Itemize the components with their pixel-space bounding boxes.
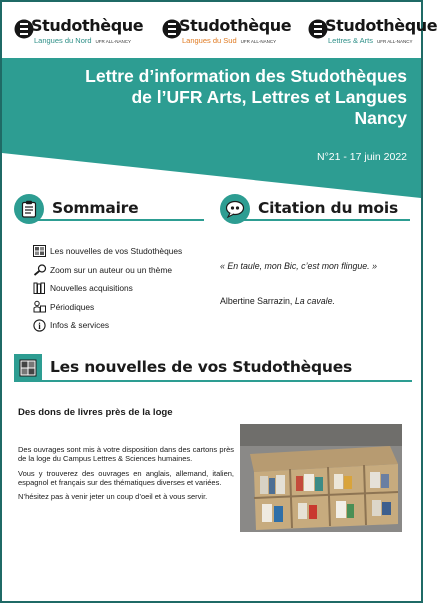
toc-item-label: Nouvelles acquisitions <box>50 283 133 294</box>
sommaire-list <box>32 242 182 335</box>
logo-place: Langues du Nord <box>34 36 92 45</box>
article-title: Des dons de livres près de la loge <box>18 407 173 418</box>
clipboard-icon <box>14 194 44 224</box>
svg-text:i: i <box>38 320 41 331</box>
title-line-3: Nancy <box>354 108 407 128</box>
sommaire-title: Sommaire <box>52 199 139 217</box>
newsletter-title <box>17 66 407 129</box>
photo-grid-icon <box>32 244 47 258</box>
books-icon <box>32 281 47 295</box>
toc-item-infos[interactable] <box>32 316 182 335</box>
work-title: La cavale. <box>294 296 335 306</box>
issue-number: N°21 - 17 juin 2022 <box>316 151 407 163</box>
author-name: Albertine Sarrazin, <box>220 296 295 306</box>
heading-underline <box>242 219 410 221</box>
toc-item-periodiques[interactable] <box>32 298 182 317</box>
logo-place: Langues du Sud <box>182 36 237 45</box>
article-paragraph: Vous y trouverez des ouvrages en anglais, allemand, italien, espagnol et français sur des thématiques diverses et variées. <box>18 468 234 487</box>
logo-wordmark: Studothèque <box>179 16 292 35</box>
photo-grid-icon <box>14 354 42 382</box>
citation-title: Citation du mois <box>258 199 399 217</box>
article-body <box>18 445 234 506</box>
periodicals-icon <box>32 300 47 314</box>
title-line-1: Lettre d’information des Studothèques <box>85 66 407 86</box>
toc-item-label: Infos & services <box>50 320 110 331</box>
logo-ufr: UFR ALL-NANCY <box>95 39 132 44</box>
toc-item-zoom[interactable] <box>32 261 182 280</box>
article-paragraph: N’hésitez pas à venir jeter un coup d’oeil et à vous servir. <box>18 492 208 502</box>
speech-bubble-icon <box>220 194 250 224</box>
news-heading <box>14 354 412 384</box>
heading-underline <box>42 380 412 382</box>
toc-item-acquisitions[interactable] <box>32 279 182 298</box>
logo-wordmark: Studothèque <box>325 16 437 35</box>
toc-item-label: Zoom sur un auteur ou un thème <box>50 264 172 275</box>
news-title: Les nouvelles de vos Studothèques <box>50 358 353 376</box>
quote-author <box>220 296 410 306</box>
toc-item-nouvelles[interactable] <box>32 242 182 261</box>
info-icon <box>32 318 47 332</box>
article-paragraph: Des ouvrages sont mis à votre disposition dans des cartons près de la loge du Campus Lettres & Sciences humaines. <box>18 445 234 464</box>
logo-ufr: UFR ALL-NANCY <box>376 39 413 44</box>
logos-row <box>14 14 437 50</box>
quote-text: « En taule, mon Bic, c’est mon flingue. » <box>220 261 377 271</box>
logo-wordmark: Studothèque <box>31 16 144 35</box>
magnifier-icon <box>32 263 47 277</box>
header-band <box>2 58 421 198</box>
logo-place: Lettres & Arts <box>328 36 374 45</box>
sommaire-heading <box>14 194 204 224</box>
citation-heading <box>220 194 410 224</box>
toc-item-label: Périodiques <box>50 301 95 312</box>
book-donation-photo <box>240 424 402 532</box>
logo-ufr: UFR ALL-NANCY <box>240 39 277 44</box>
title-line-2: de l’UFR Arts, Lettres et Langues <box>131 87 407 107</box>
heading-underline <box>36 219 204 221</box>
toc-item-label: Les nouvelles de vos Studothèques <box>50 246 183 257</box>
